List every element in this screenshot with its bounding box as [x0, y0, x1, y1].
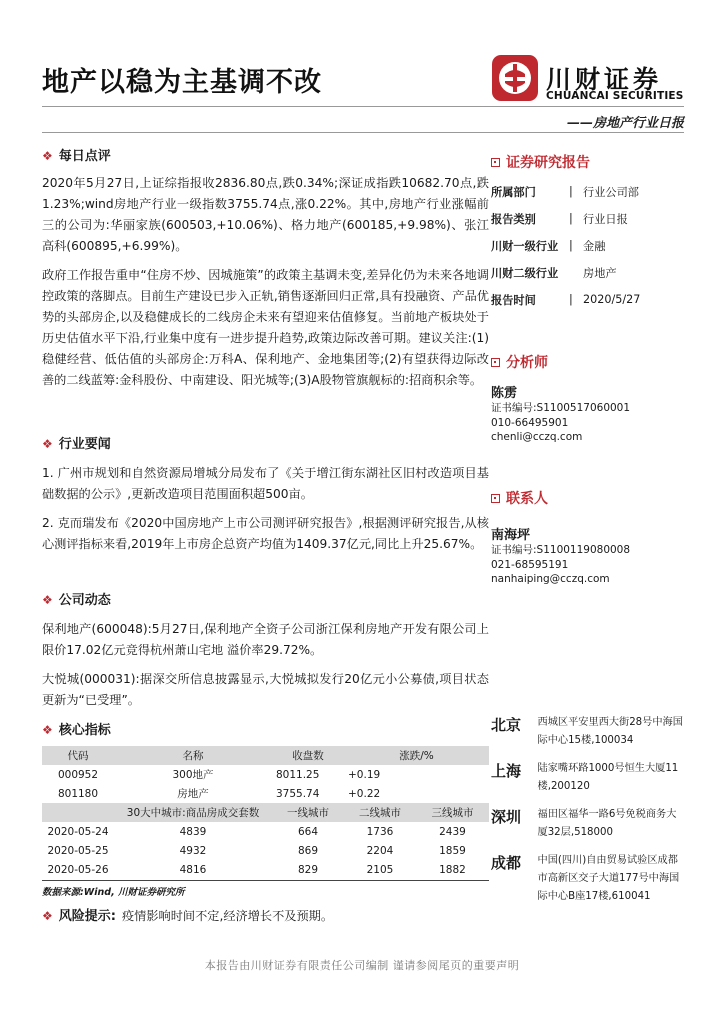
info-value: 行业公司部 [583, 185, 639, 199]
header-divider-2 [42, 132, 684, 133]
info-row [491, 259, 686, 286]
contact-name: 南海坪 [491, 528, 531, 543]
table-cell: 2020-05-24 [47, 825, 109, 838]
company-news-section [42, 590, 489, 711]
table-row [42, 822, 489, 841]
table-cell: 1859 [439, 844, 466, 857]
square-bullet-icon [491, 358, 500, 367]
industry-news-item: 1. 广州市规划和自然资源局增城分局发布了《关于增江街东湖社区旧村改造项目基础数据的公示》,更新改造项目范围面积超500亩。 [42, 466, 489, 501]
kpi-table [42, 746, 489, 879]
table-cell: +0.19 [348, 768, 381, 781]
table-cell: 2020-05-26 [47, 863, 109, 876]
office-item [491, 760, 686, 796]
contact-heading: 联系人 [491, 488, 686, 508]
diamond-bullet-icon: ❖ [42, 593, 53, 607]
logo-text: 川财证券 [546, 65, 663, 94]
square-bullet-icon [491, 494, 500, 503]
table-cell: 房地产 [177, 788, 209, 800]
table-cell: 869 [297, 844, 319, 857]
daily-comment-section [42, 146, 489, 391]
table-cell: 1736 [366, 825, 394, 838]
analyst-cert: 证书编号:S1100517060001 [491, 402, 631, 414]
risk-text: 疫情影响时间不定,经济增长不及预期。 [121, 909, 334, 923]
page-footer: 本报告由川财证券有限责任公司编制 谨请参阅尾页的重要声明 [204, 959, 520, 972]
table-header-cell: 一线城市 [272, 803, 344, 822]
risk-section [42, 906, 489, 927]
square-bullet-icon [491, 158, 500, 167]
daily-comment-p2: 政府工作报告重申“住房不炒、因城施策”的政策主基调未变,差异化仍为未来各地调控政策的落脚点。目前生产建设已步入正轨,销售逐渐回归正常,具有投融资、产品优势的头部房企,以及稳健成长的二线房企未来有望迎来估值修复。当前地产板块处于历史估值水平下沿,行业集中度有一进步提升趋势,政策边际改善可期。建议关注:(1)稳健经营、低估值的头部房企:万科A、保利地产、金地集团等;(2)有望获得边际改善的二线蓝筹:金科股份、中南建设、阳光城等;(3)A股物管旗舰标的:招商积余等。 [42, 268, 489, 387]
company-news-heading: 公司动态 [58, 593, 111, 608]
report-info-panel [491, 152, 686, 313]
table-header-cell: 30大中城市:商品房成交套数 [114, 803, 272, 822]
analyst-heading: 分析师 [491, 352, 686, 372]
table-cell: 1882 [439, 863, 466, 876]
office-item [491, 806, 686, 842]
industry-news-item: 2. 克而瑞发布《2020中国房地产上市公司测评研究报告》,根据测评研究报告,从核心测评指标来看,2019年上市房企总资产均值为1409.37亿元,同比上升25.67%。 [42, 516, 489, 551]
info-sep: | [569, 293, 573, 306]
report-info-list [491, 178, 686, 313]
info-row [491, 178, 686, 205]
table-header-row [42, 746, 489, 765]
table-header-cell: 收盘数 [272, 746, 344, 765]
table-cell: 8011.25 [276, 768, 320, 781]
table-cell: 2020-05-25 [47, 844, 109, 857]
section-heading [42, 720, 489, 741]
table-cell: 4932 [179, 844, 207, 857]
table-header-row [42, 803, 489, 822]
office-city: 上海 [491, 762, 522, 780]
office-item [491, 714, 686, 750]
company-news-item: 保利地产(600048):5月27日,保利地产全资子公司浙江保利房地产开发有限公司上限价17.02亿元竞得杭州萧山宅地 溢价率29.72%。 [42, 622, 489, 657]
table-cell: 4839 [179, 825, 207, 838]
diamond-bullet-icon: ❖ [42, 909, 53, 923]
report-subtitle: ——房地产行业日报 [566, 116, 684, 131]
table-cell: +0.22 [348, 787, 381, 800]
kpi-section [42, 720, 489, 741]
kpi-table-wrap [42, 746, 489, 898]
table-cell: 000952 [57, 768, 99, 781]
info-key: 报告类别 [491, 212, 536, 226]
diamond-bullet-icon: ❖ [42, 723, 53, 737]
office-address: 福田区福华一路6号免税商务大厦32层,518000 [537, 809, 677, 838]
info-key: 川财一级行业 [491, 239, 559, 253]
header-divider [42, 106, 684, 107]
office-address: 西城区平安里西大街28号中海国际中心15楼,100034 [537, 717, 683, 746]
office-city: 成都 [491, 854, 522, 872]
diamond-bullet-icon: ❖ [42, 149, 53, 163]
info-row [491, 232, 686, 259]
diamond-bullet-icon: ❖ [42, 437, 53, 451]
industry-news-heading: 行业要闻 [58, 437, 111, 452]
daily-comment-p1: 2020年5月27日,上证综指报收2836.80点,跌0.34%;深证成指跌10682.70点,跌1.23%;wind房地产行业一级指数3755.74点,涨0.22%。其中,房地产行业涨幅前三的公司为:华丽家族(600503,+10.06%)、格力地产(600185,+9.98%)、张江高科(600895,+6.99%)。 [42, 176, 489, 253]
info-value: 2020/5/27 [583, 293, 641, 306]
office-city: 北京 [491, 716, 522, 734]
contact-cert: 证书编号:S1100119080008 [491, 544, 631, 556]
table-cell: 801180 [57, 787, 99, 800]
section-heading [42, 590, 489, 611]
office-address: 中国(四川)自由贸易试验区成都市高新区交子大道177号中海国际中心B座17楼,610041 [537, 855, 680, 902]
table-row [42, 860, 489, 879]
table-header-cell: 涨跌/% [344, 746, 489, 765]
info-value: 金融 [583, 239, 606, 253]
table-cell: 300地产 [172, 769, 214, 781]
table-header-cell: 二线城市 [344, 803, 416, 822]
table-cell: 3755.74 [276, 787, 320, 800]
report-title: 地产以稳为主基调不改 [42, 67, 322, 98]
info-value: 房地产 [583, 266, 617, 280]
table-cell: 829 [297, 863, 319, 876]
info-value: 行业日报 [583, 212, 628, 226]
analyst-phone: 010-66495901 [491, 416, 569, 429]
info-sep: | [569, 185, 573, 198]
chuancai-logo-icon [491, 54, 541, 102]
contact-panel [491, 488, 686, 587]
company-news-item: 大悦城(000031):据深交所信息披露显示,大悦城拟发行20亿元小公募债,项目状态更新为“已受理”。 [42, 672, 489, 707]
table-cell: 2204 [366, 844, 394, 857]
info-sep: | [569, 212, 573, 225]
data-source: 数据来源:Wind, 川财证券研究所 [42, 887, 185, 898]
office-address: 陆家嘴环路1000号恒生大厦11楼,200120 [537, 763, 679, 792]
table-cell: 4816 [179, 863, 207, 876]
info-key: 报告时间 [491, 293, 536, 307]
info-key: 所属部门 [491, 185, 536, 199]
analyst-name: 陈雳 [491, 386, 518, 401]
table-header-cell: 三线城市 [416, 803, 489, 822]
table-header-cell [42, 803, 114, 822]
table-header-cell: 名称 [114, 746, 272, 765]
report-info-heading: 证券研究报告 [491, 152, 686, 172]
analyst-email[interactable]: chenli@cczq.com [491, 431, 583, 443]
info-sep: | [569, 239, 573, 252]
table-row [42, 841, 489, 860]
info-row [491, 205, 686, 232]
contact-phone: 021-68595191 [491, 558, 569, 571]
table-row [42, 765, 489, 784]
daily-comment-heading: 每日点评 [58, 149, 111, 164]
logo-text-en: CHUANCAI SECURITIES [546, 90, 684, 102]
office-list [491, 714, 686, 906]
info-key: 川财二级行业 [491, 266, 559, 280]
section-heading [42, 146, 489, 167]
industry-news-section [42, 434, 489, 555]
risk-line [42, 906, 489, 927]
contact-email[interactable]: nanhaiping@cczq.com [491, 573, 610, 585]
table-cell: 664 [297, 825, 319, 838]
table-cell: 2439 [439, 825, 466, 838]
table-cell: 2105 [366, 863, 394, 876]
table-row [42, 784, 489, 803]
info-row [491, 286, 686, 313]
kpi-heading: 核心指标 [58, 723, 111, 738]
table-header-cell: 代码 [42, 746, 114, 765]
office-item [491, 852, 686, 906]
analyst-panel [491, 352, 686, 445]
section-heading [42, 434, 489, 455]
risk-label: 风险提示: [58, 909, 116, 924]
office-city: 深圳 [491, 808, 522, 826]
